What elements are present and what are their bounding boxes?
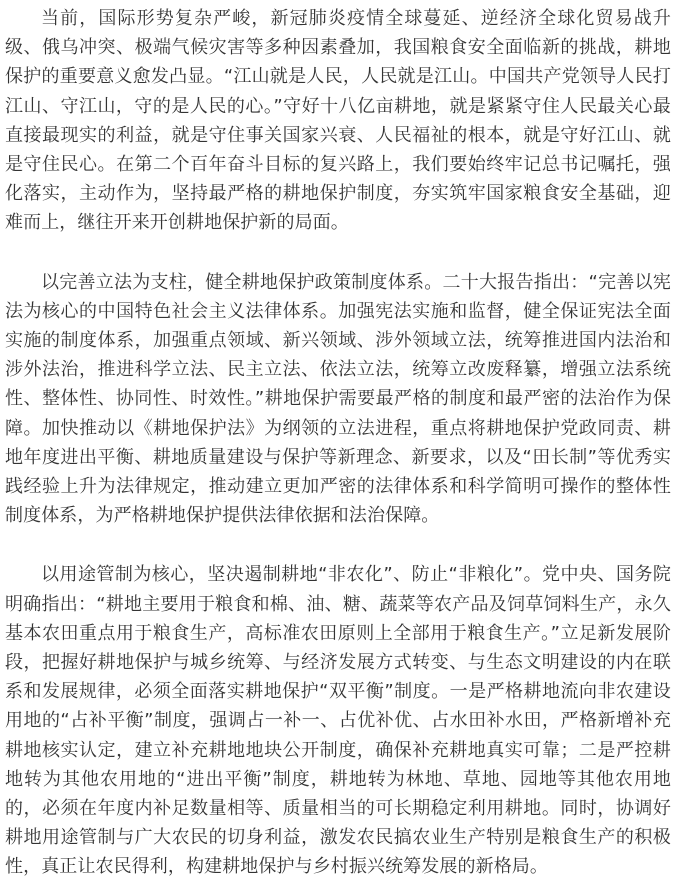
paragraph-intro: 当前，国际形势复杂严峻，新冠肺炎疫情全球蔓延、逆经济全球化贸易战升级、俄乌冲突、极端气候灾害等多种因素叠加，我国粮食安全面临新的挑战，耕地保护的重要意义愈发凸显。“江山就是人民，人民就是江山。中国共产党领导人民打江山、守江山，守的是人民的心。”守好十八亿亩耕地，就是紧紧守住人民最关心最直接最现实的利益，就是守住事关国家兴衰、人民福祉的根本，就是守好江山、就是守住民心。在第二个百年奋斗目标的复兴路上，我们要始终牢记总书记嘱托，强化落实，主动作为，坚持最严格的耕地保护制度，夯实筑牢国家粮食安全基础，迎难而上，继往开来开创耕地保护新的局面。 [5, 8, 671, 234]
paragraph-legislation: 以完善立法为支柱，健全耕地保护政策制度体系。二十大报告指出：“完善以宪法为核心的中国特色社会主义法律体系。加强宪法实施和监督，健全保证宪法全面实施的制度体系，加强重点领域、新兴领域、涉外领域立法，统筹推进国内法治和涉外法治，推进科学立法、民主立法、依法立法，统筹立改废释纂，增强立法系统性、整体性、协同性、时效性。”耕地保护需要最严格的制度和最严密的法治作为保障。加快推动以《耕地保护法》为纲领的立法进程，重点将耕地保护党政同责、耕地年度进出平衡、耕地质量建设与保护等新理念、新要求，以及“田长制”等优秀实践经验上升为法律规定，推动建立更加严密的法律体系和科学简明可操作的整体性制度体系，为严格耕地保护提供法律依据和法治保障。 [5, 271, 671, 527]
paragraph-land-use-control: 以用途管制为核心，坚决遏制耕地“非农化”、防止“非粮化”。党中央、国务院明确指出：“耕地主要用于粮食和棉、油、糖、蔬菜等农产品及饲草饲料生产，永久基本农田重点用于粮食生产，高标准农田原则上全部用于粮食生产。”立足新发展阶段，把握好耕地保护与城乡统筹、与经济发展方式转变、与生态文明建设的内在联系和发展规律，必须全面落实耕地保护“双平衡”制度。一是严格耕地流向非农建设用地的“占补平衡”制度，强调占一补一、占优补优、占水田补水田，严格新增补充耕地核实认定，建立补充耕地地块公开制度，确保补充耕地真实可靠；二是严控耕地转为其他农用地的“进出平衡”制度，耕地转为林地、草地、园地等其他农用地的，必须在年度内补足数量相等、质量相当的可长期稳定利用耕地。同时，协调好耕地用途管制与广大农民的切身利益，激发农民搞农业生产特别是粮食生产的积极性，真正让农民得利，构建耕地保护与乡村振兴统筹发展的新格局。 [5, 564, 671, 878]
